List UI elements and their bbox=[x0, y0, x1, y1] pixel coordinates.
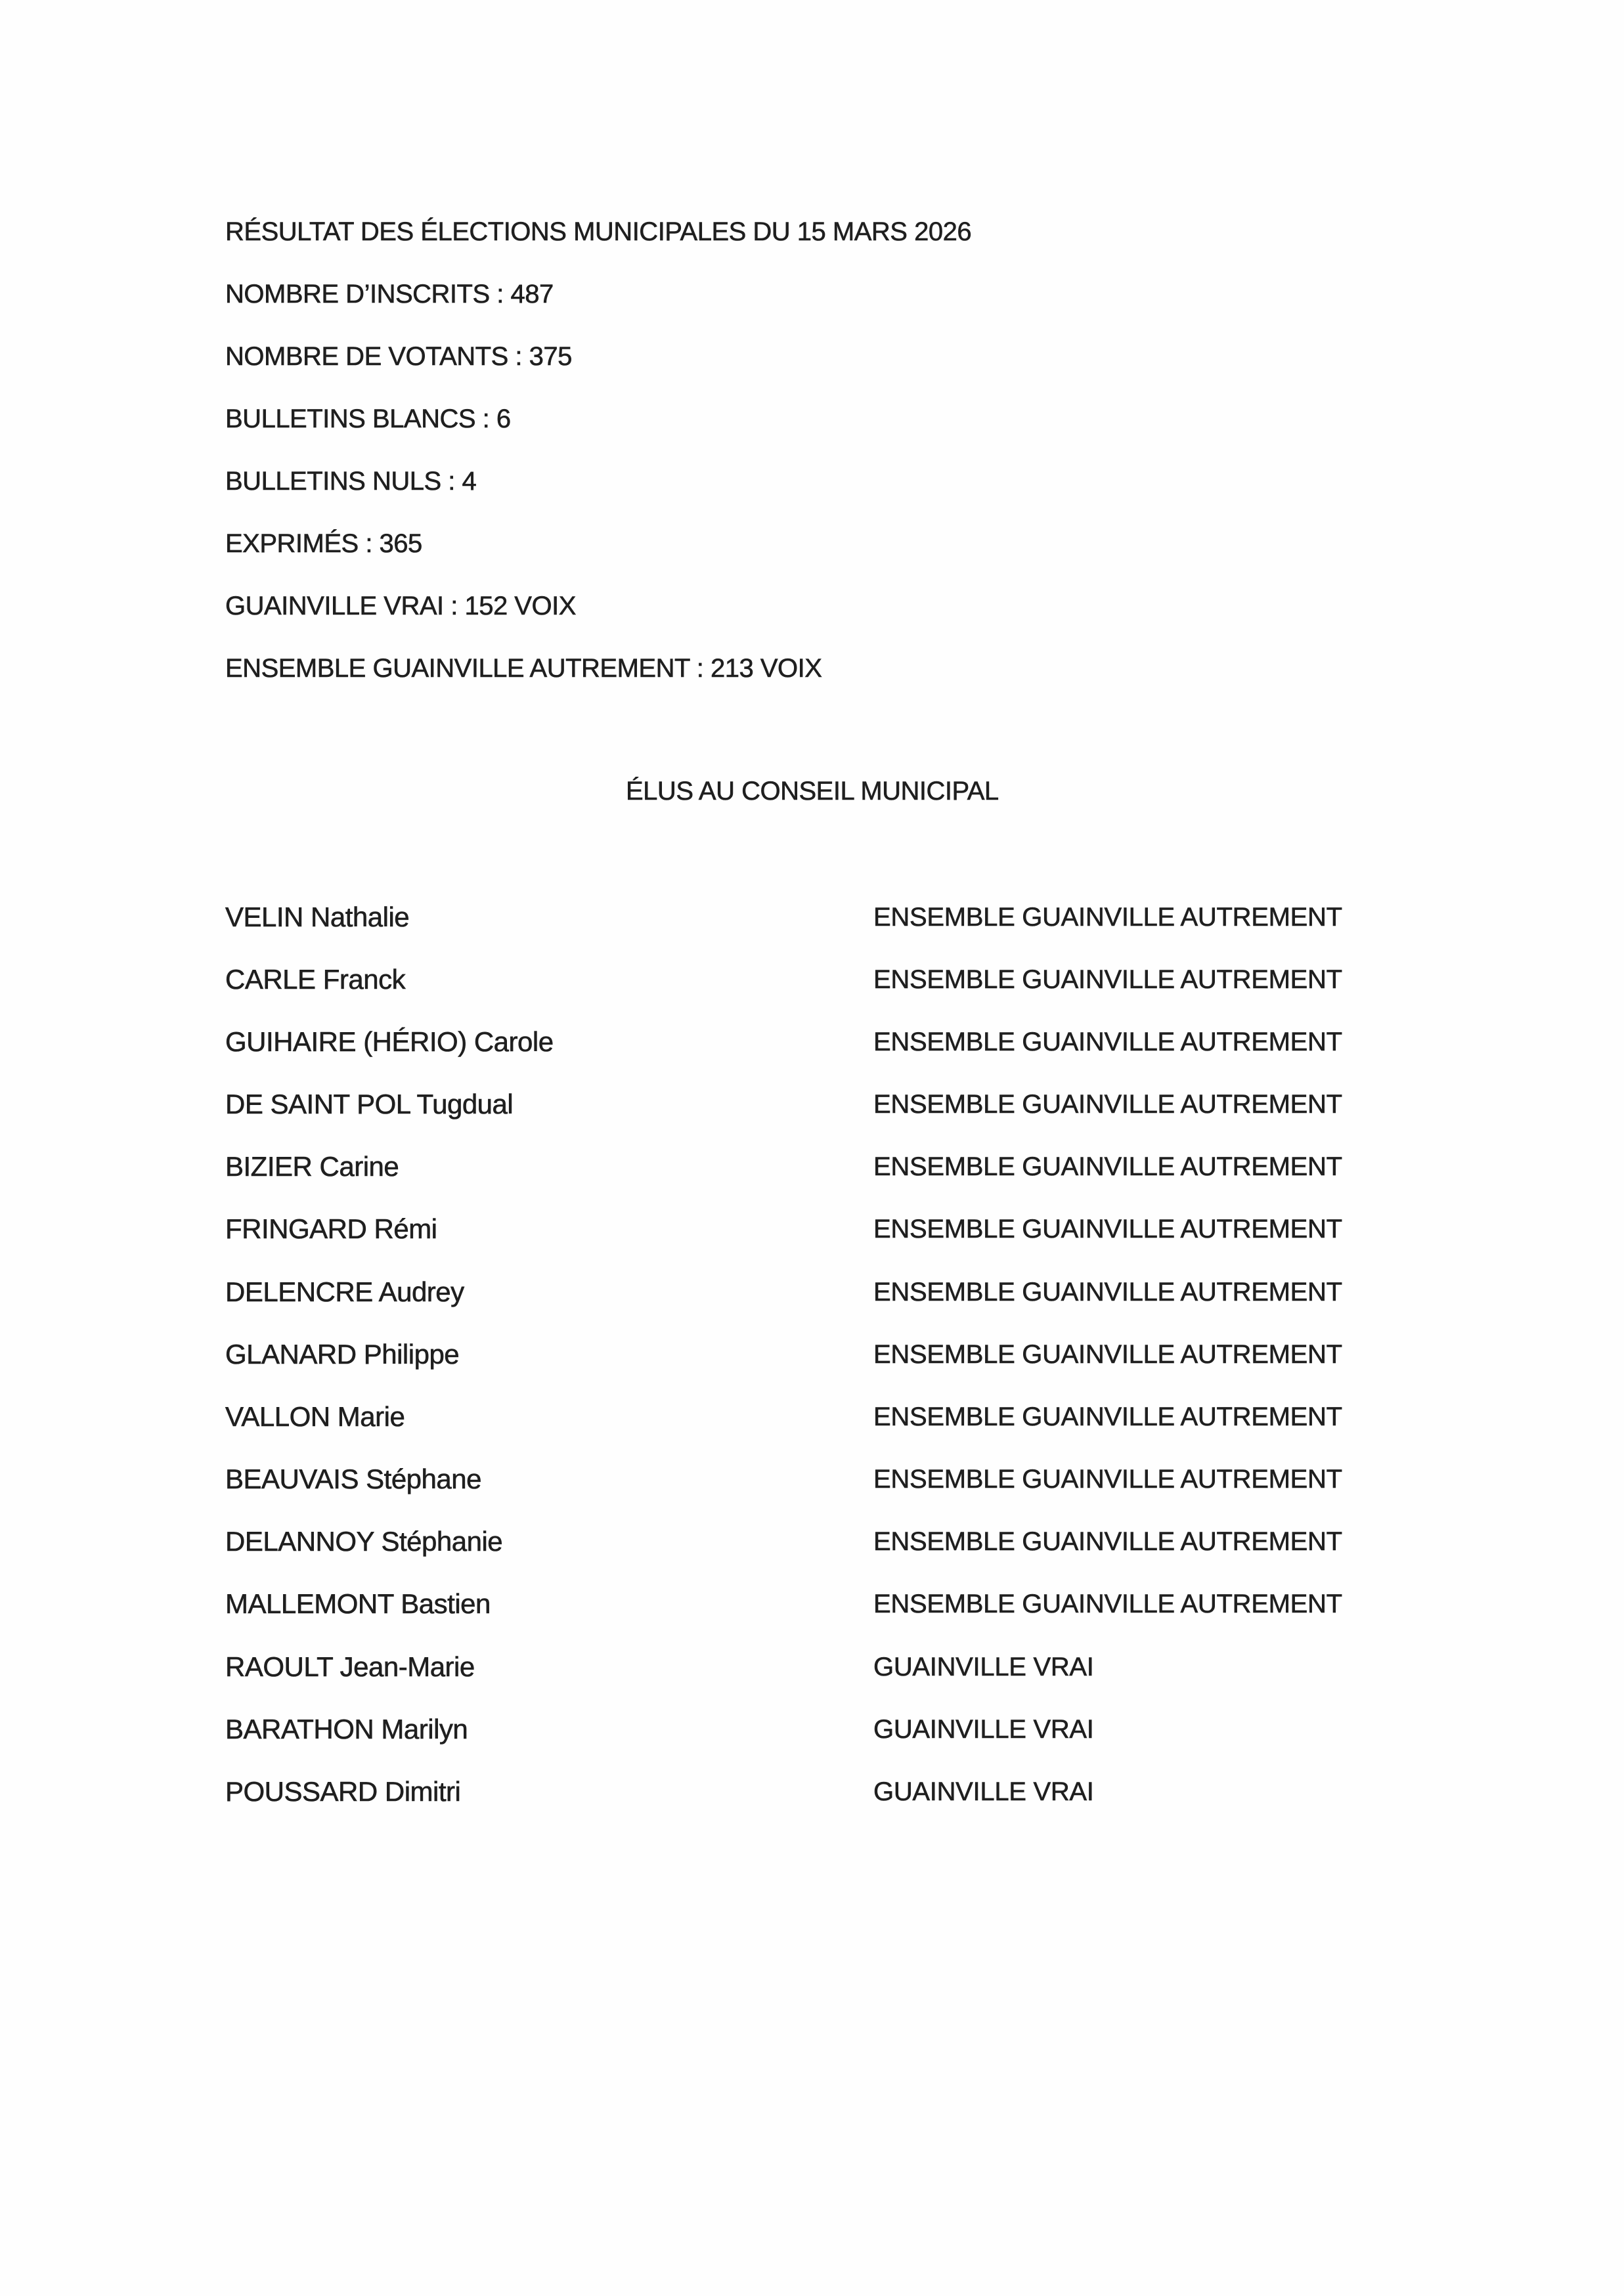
elu-name: CARLE Franck bbox=[225, 964, 406, 995]
stat-inscrits: NOMBRE D’INSCRITS : 487 bbox=[225, 280, 554, 309]
elu-name: BARATHON Marilyn bbox=[225, 1714, 468, 1744]
elu-name: DE SAINT POL Tugdual bbox=[225, 1089, 514, 1119]
elu-name: FRINGARD Rémi bbox=[225, 1213, 437, 1244]
elu-list-name: ENSEMBLE GUAINVILLE AUTREMENT bbox=[873, 1465, 1342, 1494]
elu-row bbox=[0, 1276, 1624, 1315]
elu-list-name: GUAINVILLE VRAI bbox=[873, 1715, 1094, 1744]
elu-row bbox=[0, 1775, 1624, 1815]
stat-votants: NOMBRE DE VOTANTS : 375 bbox=[225, 342, 572, 371]
elu-row bbox=[0, 901, 1624, 940]
elu-row bbox=[0, 1651, 1624, 1690]
elu-row bbox=[0, 963, 1624, 1003]
stat-exprimes: EXPRIMÉS : 365 bbox=[225, 529, 422, 558]
elu-name: VELIN Nathalie bbox=[225, 901, 410, 932]
elu-list-name: ENSEMBLE GUAINVILLE AUTREMENT bbox=[873, 1402, 1342, 1431]
elu-name: DELENCRE Audrey bbox=[225, 1276, 464, 1307]
elu-name: GUIHAIRE (HÉRIO) Carole bbox=[225, 1026, 554, 1057]
elus-heading: ÉLUS AU CONSEIL MUNICIPAL bbox=[626, 777, 999, 806]
elu-name: BIZIER Carine bbox=[225, 1151, 399, 1182]
elu-row bbox=[0, 1713, 1624, 1752]
elu-list-name: GUAINVILLE VRAI bbox=[873, 1777, 1094, 1806]
stat-bulletins-blancs: BULLETINS BLANCS : 6 bbox=[225, 404, 511, 433]
elu-name: DELANNOY Stéphanie bbox=[225, 1526, 503, 1557]
elu-row bbox=[0, 1088, 1624, 1127]
elu-row bbox=[0, 1213, 1624, 1252]
elu-list-name: ENSEMBLE GUAINVILLE AUTREMENT bbox=[873, 1527, 1342, 1556]
document-title: RÉSULTAT DES ÉLECTIONS MUNICIPALES DU 15 MARS 2026 bbox=[225, 217, 972, 246]
elu-row bbox=[0, 1525, 1624, 1565]
elu-row bbox=[0, 1588, 1624, 1627]
elu-row bbox=[0, 1150, 1624, 1190]
elu-name: GLANARD Philippe bbox=[225, 1339, 460, 1370]
elu-name: RAOULT Jean-Marie bbox=[225, 1651, 475, 1682]
elu-row bbox=[0, 1463, 1624, 1502]
stat-guainville-vrai: GUAINVILLE VRAI : 152 VOIX bbox=[225, 592, 576, 620]
elu-row bbox=[0, 1400, 1624, 1440]
elu-row bbox=[0, 1026, 1624, 1065]
elu-name: BEAUVAIS Stéphane bbox=[225, 1463, 481, 1494]
stat-bulletins-nuls: BULLETINS NULS : 4 bbox=[225, 467, 477, 496]
elu-list-name: ENSEMBLE GUAINVILLE AUTREMENT bbox=[873, 1028, 1342, 1056]
elu-list-name: ENSEMBLE GUAINVILLE AUTREMENT bbox=[873, 1215, 1342, 1244]
elu-list-name: ENSEMBLE GUAINVILLE AUTREMENT bbox=[873, 1278, 1342, 1307]
elu-name: VALLON Marie bbox=[225, 1401, 405, 1432]
elu-list-name: ENSEMBLE GUAINVILLE AUTREMENT bbox=[873, 1152, 1342, 1181]
elu-name: POUSSARD Dimitri bbox=[225, 1776, 461, 1807]
elu-list-name: ENSEMBLE GUAINVILLE AUTREMENT bbox=[873, 1340, 1342, 1369]
elu-list-name: ENSEMBLE GUAINVILLE AUTREMENT bbox=[873, 1590, 1342, 1618]
stat-ensemble-guainville-autrement: ENSEMBLE GUAINVILLE AUTREMENT : 213 VOIX bbox=[225, 654, 822, 683]
elu-name: MALLEMONT Bastien bbox=[225, 1588, 491, 1619]
elu-list-name: ENSEMBLE GUAINVILLE AUTREMENT bbox=[873, 965, 1342, 994]
elu-list-name: ENSEMBLE GUAINVILLE AUTREMENT bbox=[873, 903, 1342, 932]
elu-list-name: GUAINVILLE VRAI bbox=[873, 1653, 1094, 1681]
elu-list-name: ENSEMBLE GUAINVILLE AUTREMENT bbox=[873, 1090, 1342, 1119]
elu-row bbox=[0, 1338, 1624, 1377]
